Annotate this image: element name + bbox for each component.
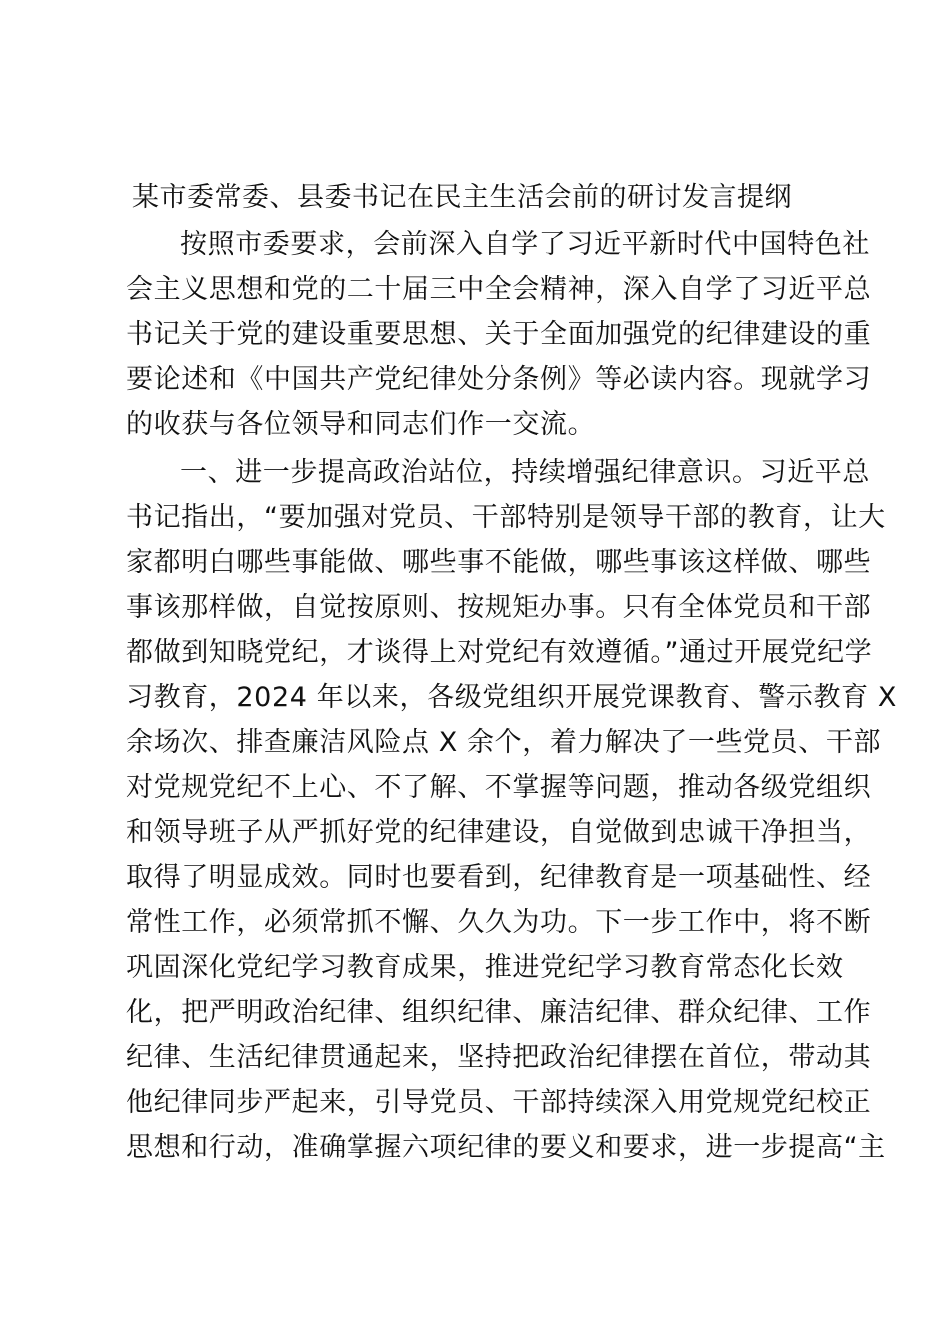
text-line: 书记关于党的建设重要思想、关于全面加强党的纪律建设的重 (126, 319, 872, 350)
text-line: 会主义思想和党的二十届三中全会精神，深入自学了习近平总 (126, 274, 872, 305)
text-line: 都做到知晓党纪，才谈得上对党纪有效遵循。”通过开展党纪学 (126, 637, 873, 668)
document-body (126, 222, 897, 1170)
text-line: 和领导班子从严抓好党的纪律建设，自觉做到忠诚干净担当， (126, 817, 872, 848)
text-line: 习教育，2024 年以来，各级党组织开展党课教育、警示教育 X (126, 682, 897, 713)
text-line: 化，把严明政治纪律、组织纪律、廉洁纪律、群众纪律、工作 (126, 997, 872, 1028)
text-line: 的收获与各位领导和同志们作一交流。 (126, 409, 596, 440)
text-line: 家都明白哪些事能做、哪些事不能做，哪些事该这样做、哪些 (126, 547, 872, 578)
text-line: 余场次、排查廉洁风险点 X 余个，着力解决了一些党员、干部 (126, 727, 882, 758)
text-line: 纪律、生活纪律贯通起来，坚持把政治纪律摆在首位，带动其 (126, 1042, 872, 1073)
text-line: 他纪律同步严起来，引导党员、干部持续深入用党规党纪校正 (126, 1087, 872, 1118)
text-line: 按照市委要求，会前深入自学了习近平新时代中国特色社 (180, 229, 870, 260)
text-line: 对党规党纪不上心、不了解、不掌握等问题，推动各级党组织 (126, 772, 872, 803)
paragraph-intro (126, 222, 872, 447)
text-line: 要论述和《中国共产党纪律处分条例》等必读内容。现就学习 (126, 364, 872, 395)
text-line: 事该那样做，自觉按原则、按规矩办事。只有全体党员和干部 (126, 592, 872, 623)
text-line: 常性工作，必须常抓不懈、久久为功。下一步工作中，将不断 (126, 907, 872, 938)
text-line: 书记指出，“要加强对党员、干部特别是领导干部的教育，让大 (126, 502, 886, 533)
paragraph-section-one (126, 450, 897, 1170)
text-line: 思想和行动，准确掌握六项纪律的要义和要求，进一步提高“主 (126, 1132, 886, 1163)
text-line: 一、进一步提高政治站位，持续增强纪律意识。习近平总 (180, 457, 870, 488)
text-line: 取得了明显成效。同时也要看到，纪律教育是一项基础性、经 (126, 862, 872, 893)
text-line: 巩固深化党纪学习教育成果，推进党纪学习教育常态化长效 (126, 952, 844, 983)
document-title: 某市委常委、县委书记在民主生活会前的研讨发言提纲 (132, 182, 792, 213)
